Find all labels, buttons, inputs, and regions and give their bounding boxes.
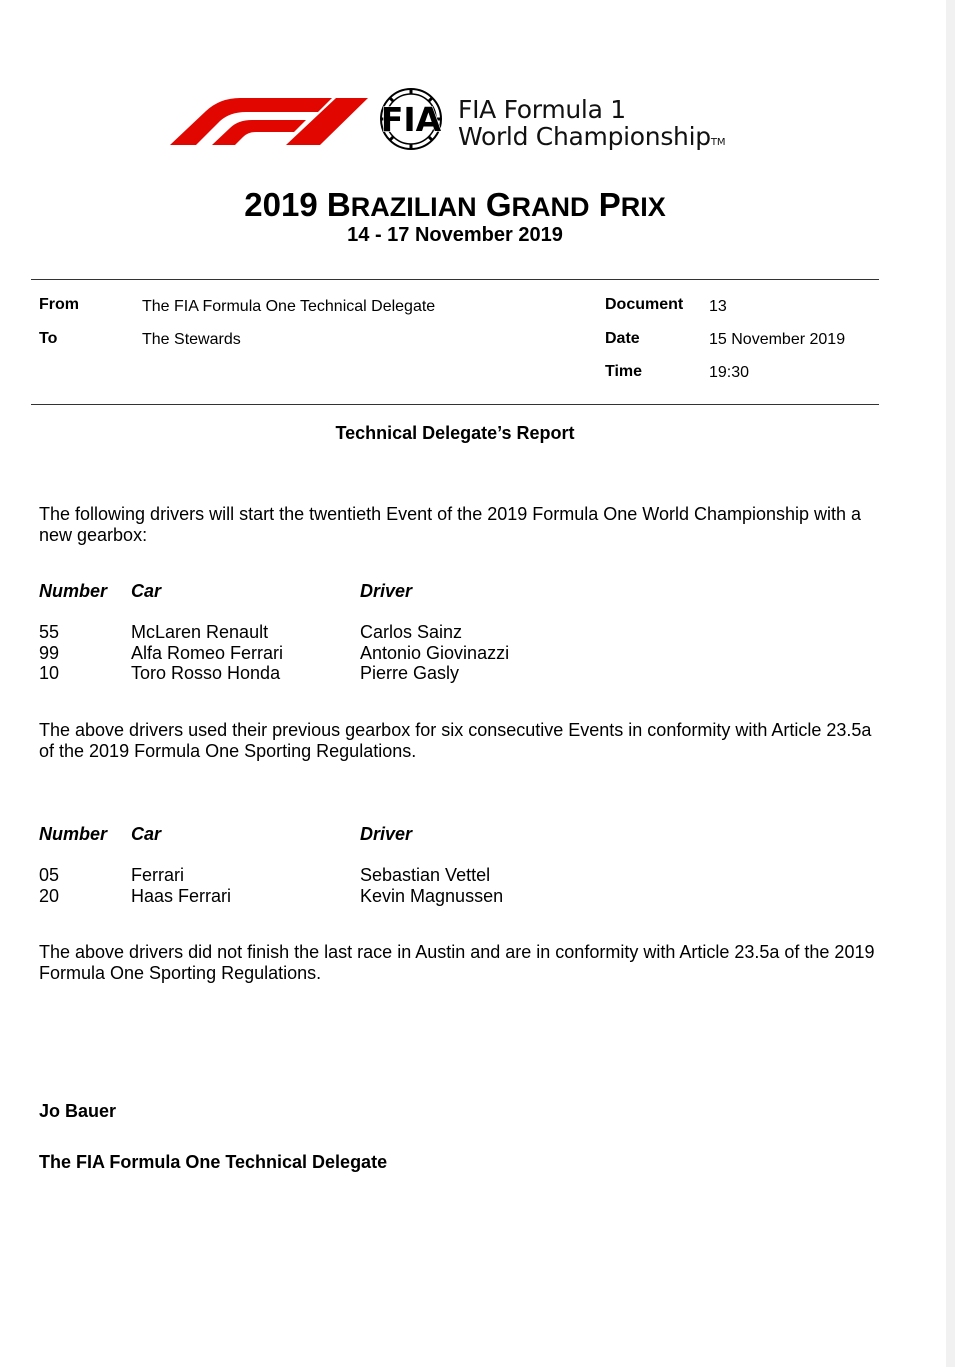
table2-row-number: 20 bbox=[39, 886, 60, 906]
time-value: 19:30 bbox=[709, 364, 750, 381]
from-value: The FIA Formula One Technical Delegate bbox=[142, 298, 436, 315]
date-label: Date bbox=[605, 330, 640, 347]
table2-row-driver: Kevin Magnussen bbox=[360, 886, 504, 906]
logo-wordmark bbox=[458, 96, 726, 156]
table1-row-car: McLaren Renault bbox=[131, 622, 269, 642]
table2-row-car: Haas Ferrari bbox=[131, 886, 232, 906]
table1-row-driver: Pierre Gasly bbox=[360, 663, 460, 683]
table2-header-car: Car bbox=[131, 824, 162, 844]
table1-row-number: 55 bbox=[39, 622, 60, 642]
page-edge-strip bbox=[946, 0, 955, 1367]
table2-row-car: Ferrari bbox=[131, 865, 184, 885]
document-value: 13 bbox=[709, 298, 727, 315]
date-value: 15 November 2019 bbox=[709, 331, 846, 348]
intro-paragraph: The following drivers will start the twentieth Event of the 2019 Formula One World Championship with a new gearbox: bbox=[39, 504, 862, 545]
logo-line-2: World ChampionshipTM bbox=[458, 122, 726, 151]
from-label: From bbox=[39, 296, 79, 313]
document-label: Document bbox=[605, 296, 684, 313]
f1-logo-icon bbox=[168, 93, 368, 147]
signature-name: Jo Bauer bbox=[39, 1101, 117, 1121]
header-divider-bottom bbox=[31, 404, 879, 405]
table1-header-number: Number bbox=[39, 581, 108, 601]
time-label: Time bbox=[605, 363, 643, 380]
f1-championship-logo bbox=[168, 86, 768, 162]
table1-header-driver: Driver bbox=[360, 581, 413, 601]
table2-header-driver: Driver bbox=[360, 824, 413, 844]
report-title: Technical Delegate’s Report bbox=[335, 423, 575, 443]
fia-logo-lettering: FIA bbox=[380, 100, 442, 139]
event-dates: 14 - 17 November 2019 bbox=[347, 224, 563, 246]
table1-row-number: 99 bbox=[39, 643, 60, 663]
note2-paragraph: The above drivers did not finish the last race in Austin and are in conformity with Article 23.5a of the 2019 Formula One Sporting Regulations. bbox=[39, 942, 875, 983]
trademark-mark: TM bbox=[710, 137, 726, 148]
event-title: 2019 BRAZILIAN GRAND PRIX bbox=[244, 186, 666, 223]
table2-row-driver: Sebastian Vettel bbox=[360, 865, 491, 885]
table1-row-driver: Carlos Sainz bbox=[360, 622, 463, 642]
table2-header-number: Number bbox=[39, 824, 108, 844]
table1-row-number: 10 bbox=[39, 663, 60, 683]
logo-line-1: FIA Formula 1 bbox=[458, 95, 626, 124]
to-label: To bbox=[39, 330, 58, 347]
signature-title: The FIA Formula One Technical Delegate bbox=[39, 1152, 388, 1172]
table2-row-number: 05 bbox=[39, 865, 60, 885]
table1-row-car: Toro Rosso Honda bbox=[131, 663, 281, 683]
table1-header-car: Car bbox=[131, 581, 162, 601]
table1-row-driver: Antonio Giovinazzi bbox=[360, 643, 510, 663]
header-divider-top bbox=[31, 279, 879, 280]
note1-paragraph: The above drivers used their previous gearbox for six consecutive Events in conformity with Article 23.5a of the 2019 Formula One Sporting Regulations. bbox=[39, 720, 872, 761]
to-value: The Stewards bbox=[142, 331, 241, 348]
fia-logo-icon bbox=[368, 86, 454, 152]
table1-row-car: Alfa Romeo Ferrari bbox=[131, 643, 284, 663]
